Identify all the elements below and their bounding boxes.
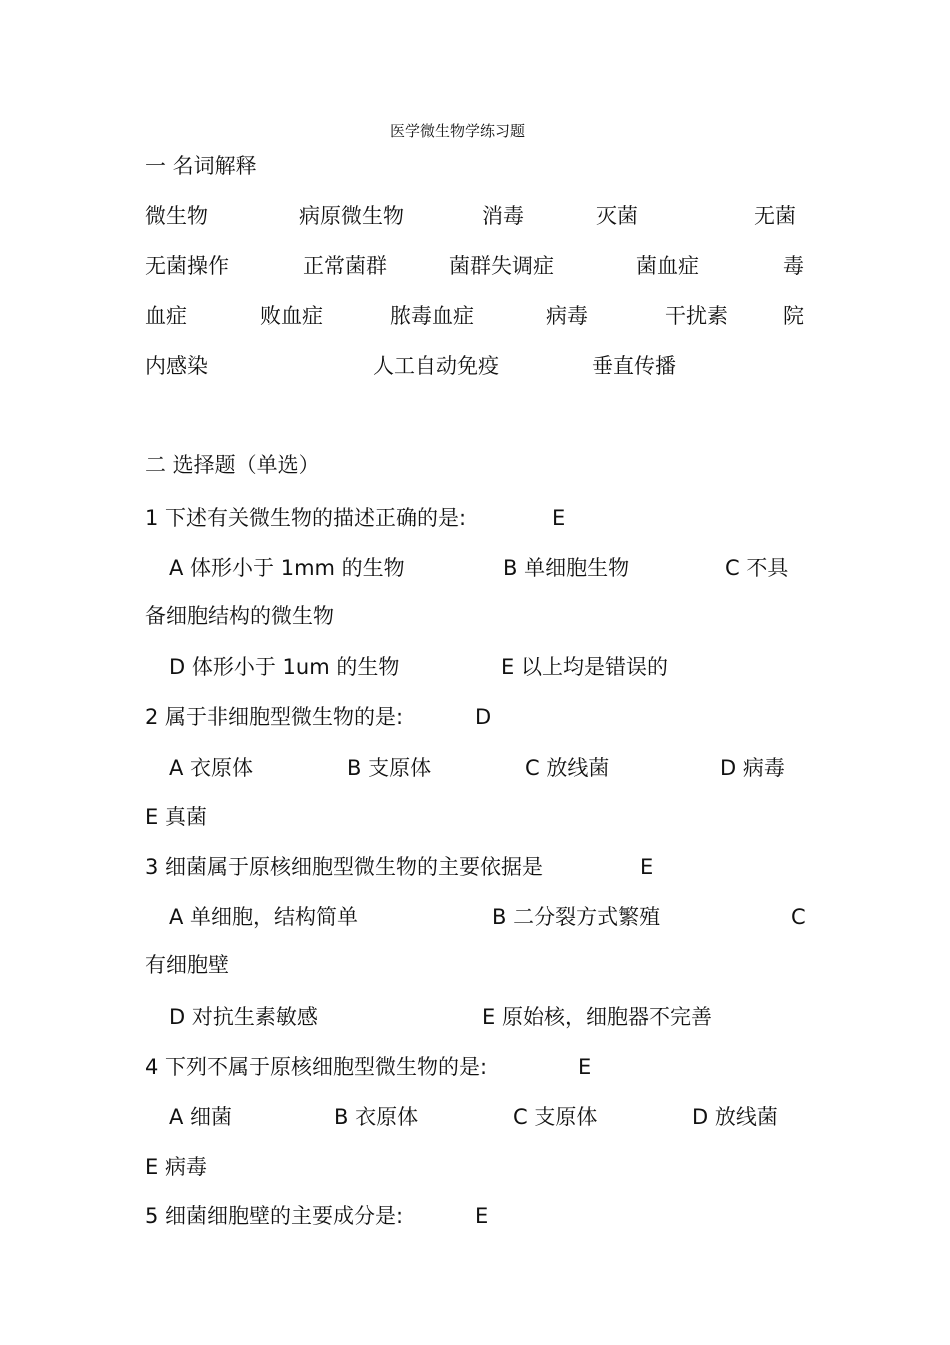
- q3-option-e: E 原始核，细胞器不完善: [482, 1005, 712, 1029]
- question-3-stem: 3 细菌属于原核细胞型微生物的主要依据是: [145, 855, 544, 879]
- question-3-answer: E: [640, 855, 654, 879]
- term: 菌血症: [636, 254, 699, 278]
- q3-option-a: A 单细胞，结构简单: [169, 905, 359, 929]
- q4-option-b: B 衣原体: [334, 1105, 419, 1129]
- question-4-stem: 4 下列不属于原核细胞型微生物的是:: [145, 1055, 488, 1079]
- question-1-stem: 1 下述有关微生物的描述正确的是:: [145, 506, 467, 530]
- term: 脓毒血症: [390, 304, 474, 328]
- term: 菌群失调症: [449, 254, 554, 278]
- q2-option-b: B 支原体: [347, 756, 432, 780]
- question-2-answer: D: [475, 705, 492, 729]
- q4-option-a: A 细菌: [169, 1105, 233, 1129]
- term: 无菌操作: [145, 254, 229, 278]
- term: 病原微生物: [299, 204, 404, 228]
- q2-option-c: C 放线菌: [525, 756, 610, 780]
- term: 消毒: [482, 204, 524, 228]
- q2-option-e: E 真菌: [145, 805, 207, 829]
- q4-option-e: E 病毒: [145, 1155, 207, 1179]
- term: 内感染: [145, 354, 208, 378]
- term: 院: [783, 304, 804, 328]
- term: 微生物: [145, 204, 208, 228]
- question-5-stem: 5 细菌细胞壁的主要成分是:: [145, 1204, 404, 1228]
- term: 人工自动免疫: [373, 354, 499, 378]
- section2-heading: 二 选择题（单选）: [145, 453, 320, 477]
- q1-option-c: C 不具: [725, 556, 789, 580]
- q3-option-c: C: [791, 905, 806, 929]
- term: 病毒: [546, 304, 588, 328]
- term: 垂直传播: [592, 354, 676, 378]
- term: 毒: [783, 254, 804, 278]
- q4-option-c: C 支原体: [513, 1105, 598, 1129]
- question-5-answer: E: [475, 1204, 489, 1228]
- question-1-answer: E: [552, 506, 566, 530]
- question-4-answer: E: [578, 1055, 592, 1079]
- term: 干扰素: [665, 304, 728, 328]
- q1-option-d: D 体形小于 1um 的生物: [169, 655, 400, 679]
- term: 败血症: [260, 304, 323, 328]
- q1-option-c-continued: 备细胞结构的微生物: [145, 604, 334, 628]
- term: 灭菌: [596, 204, 638, 228]
- question-2-stem: 2 属于非细胞型微生物的是:: [145, 705, 404, 729]
- q3-option-b: B 二分裂方式繁殖: [492, 905, 661, 929]
- q1-option-a: A 体形小于 1mm 的生物: [169, 556, 405, 580]
- section1-heading: 一 名词解释: [145, 154, 257, 178]
- term: 正常菌群: [303, 254, 387, 278]
- term: 血症: [145, 304, 187, 328]
- q4-option-d: D 放线菌: [692, 1105, 778, 1129]
- term: 无菌: [754, 204, 796, 228]
- document-title: 医学微生物学练习题: [390, 122, 526, 140]
- q2-option-d: D 病毒: [720, 756, 785, 780]
- q2-option-a: A 衣原体: [169, 756, 254, 780]
- q1-option-b: B 单细胞生物: [503, 556, 630, 580]
- q1-option-e: E 以上均是错误的: [501, 655, 668, 679]
- q3-option-c-continued: 有细胞壁: [145, 953, 229, 977]
- q3-option-d: D 对抗生素敏感: [169, 1005, 318, 1029]
